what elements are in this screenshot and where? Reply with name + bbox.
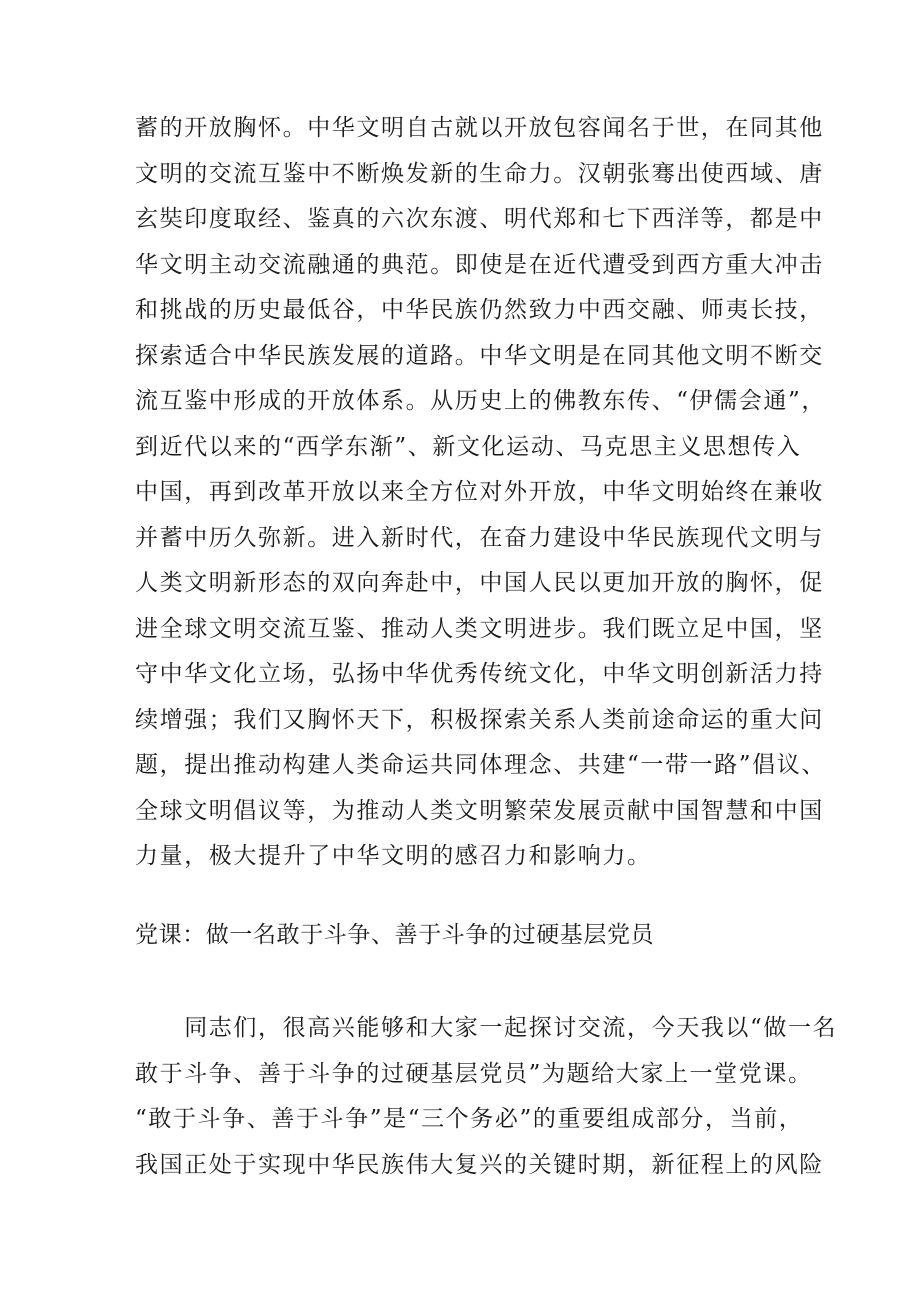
text-line: 力量，极大提升了中华文明的感召力和影响力。 bbox=[135, 843, 652, 869]
text-line: 同志们，很高兴能够和大家一起探讨交流，今天我以“做一名 bbox=[135, 1015, 838, 1041]
text-line: 流互鉴中形成的开放体系。从历史上的佛教东传、“伊儒会通”， bbox=[135, 388, 826, 414]
text-line: 华文明主动交流融通的典范。即使是在近代遭受到西方重大冲击 bbox=[135, 251, 824, 278]
text-line: 进全球文明交流互鉴、推动人类文明进步。我们既立足中国，坚 bbox=[135, 615, 824, 642]
body-paragraph bbox=[135, 1006, 838, 1188]
section-heading: 党课：做一名敢于斗争、善于斗争的过硬基层党员 bbox=[135, 922, 655, 948]
text-line: 到近代以来的“西学东渐”、新文化运动、马克思主义思想传入 bbox=[135, 433, 802, 460]
text-line: 续增强；我们又胸怀天下，积极探索关系人类前途命运的重大问 bbox=[135, 706, 824, 733]
text-line: 并蓄中历久弥新。进入新时代，在奋力建设中华民族现代文明与 bbox=[135, 524, 824, 551]
text-line: 全球文明倡议等，为推动人类文明繁荣发展贡献中国智慧和中国 bbox=[135, 797, 824, 824]
text-line: 蓄的开放胸怀。中华文明自古就以开放包容闻名于世，在同其他 bbox=[135, 115, 824, 141]
text-line: “敢于斗争、善于斗争”是“三个务必”的重要组成部分，当前， bbox=[135, 1106, 804, 1132]
text-line: 敢于斗争、善于斗争的过硬基层党员”为题给大家上一堂党课。 bbox=[135, 1060, 813, 1087]
text-line: 文明的交流互鉴中不断焕发新的生命力。汉朝张骞出使西域、唐 bbox=[135, 160, 824, 187]
text-line: 人类文明新形态的双向奔赴中，中国人民以更加开放的胸怀，促 bbox=[135, 570, 824, 596]
text-line: 和挑战的历史最低谷，中华民族仍然致力中西交融、师夷长技， bbox=[135, 297, 824, 323]
text-line: 玄奘印度取经、鉴真的六次东渡、明代郑和七下西洋等，都是中 bbox=[135, 206, 824, 232]
text-line: 探索适合中华民族发展的道路。中华文明是在同其他文明不断交 bbox=[135, 342, 824, 369]
text-line: 我国正处于实现中华民族伟大复兴的关键时期，新征程上的风险 bbox=[135, 1151, 824, 1178]
text-line: 守中华文化立场，弘扬中华优秀传统文化，中华文明创新活力持 bbox=[135, 661, 824, 687]
text-line: 题，提出推动构建人类命运共同体理念、共建“一带一路”倡议、 bbox=[135, 752, 826, 778]
body-paragraph bbox=[135, 106, 826, 880]
text-line: 中国，再到改革开放以来全方位对外开放，中华文明始终在兼收 bbox=[135, 479, 824, 505]
